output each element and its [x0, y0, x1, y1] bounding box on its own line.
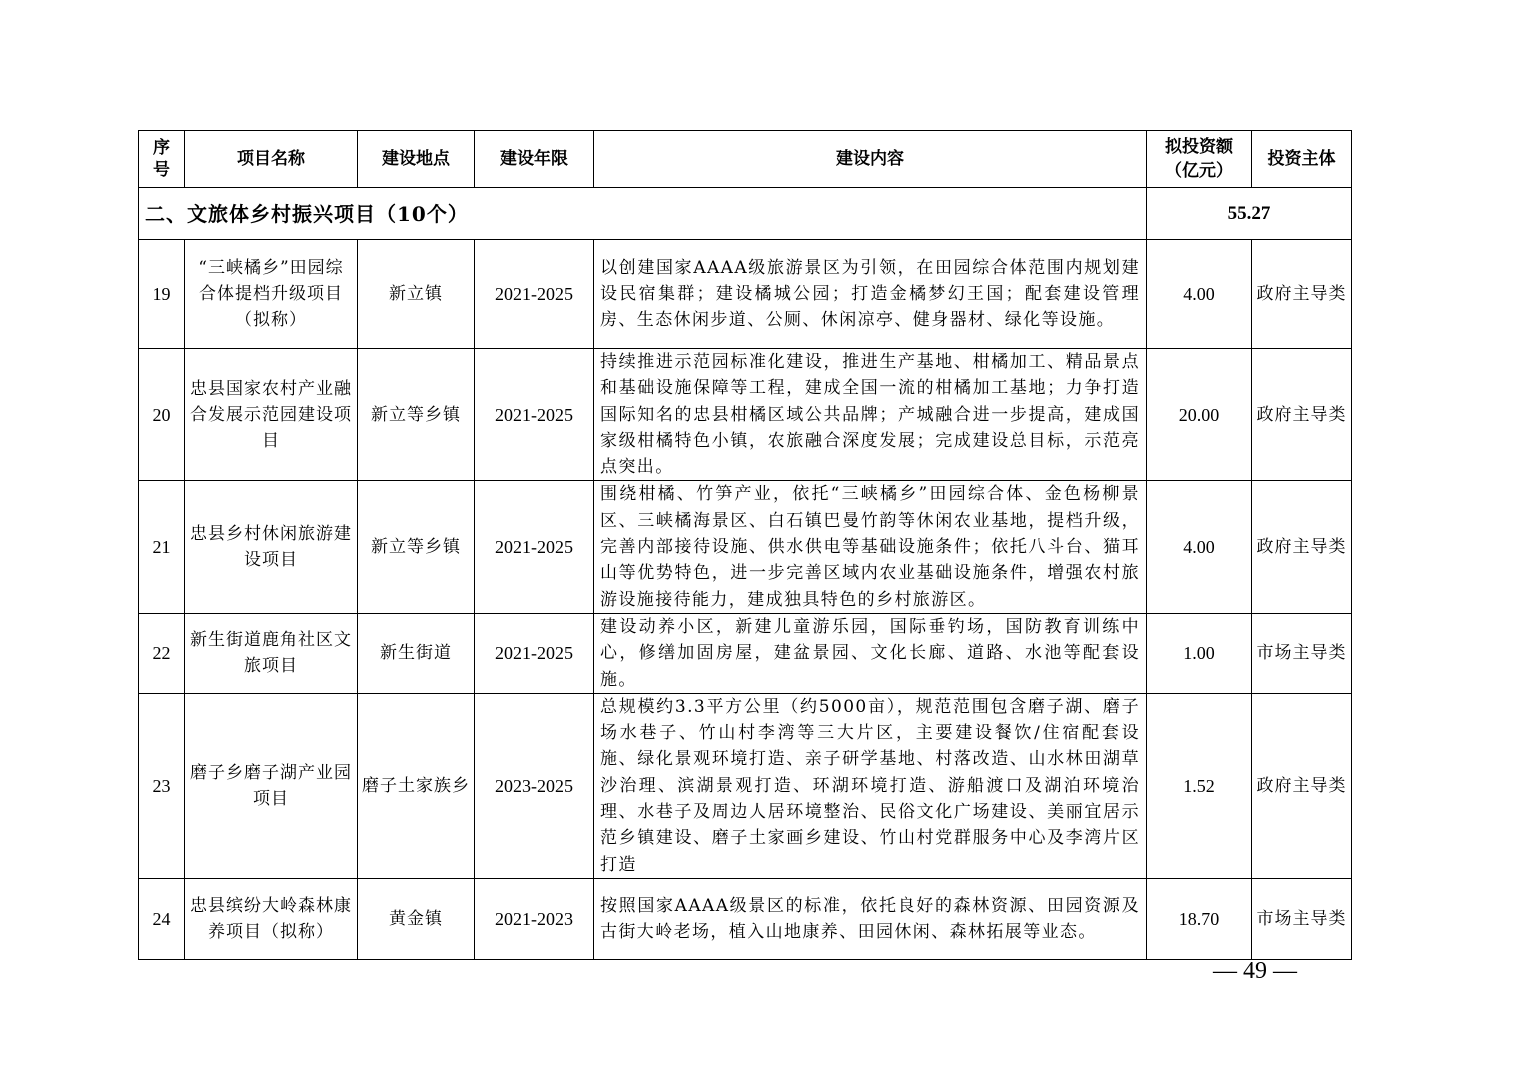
row-content: 持续推进示范园标准化建设，推进生产基地、柑橘加工、精品景点和基础设施保障等工程，建成全国一流的柑橘加工基地；力争打造国际知名的忠县柑橘区域公共品牌；产城融合进一步提高，建成国家级柑橘特色小镇，农旅融合深度发展；完成建设总目标，示范亮点突出。 [594, 349, 1147, 481]
table-row [139, 613, 1352, 693]
row-investment: 1.52 [1147, 693, 1252, 878]
section-title: 二、文旅体乡村振兴项目（10个） [139, 188, 1147, 240]
row-content: 以创建国家AAAA级旅游景区为引领，在田园综合体范围内规划建设民宿集群；建设橘城公园；打造金橘梦幻王国；配套建设管理房、生态休闲步道、公厕、休闲凉亭、健身器材、绿化等设施。 [594, 240, 1147, 349]
row-content: 建设动养小区，新建儿童游乐园，国际垂钓场，国防教育训练中心，修缮加固房屋，建盆景园、文化长廊、道路、水池等配套设施。 [594, 613, 1147, 693]
row-seq: 19 [139, 240, 185, 349]
row-location: 黄金镇 [358, 878, 475, 959]
row-location: 磨子土家族乡 [358, 693, 475, 878]
row-content: 围绕柑橘、竹笋产业，依托“三峡橘乡”田园综合体、金色杨柳景区、三峡橘海景区、白石镇巴曼竹韵等休闲农业基地，提档升级，完善内部接待设施、供水供电等基础设施条件；依托八斗台、猫耳山等优势特色，进一步完善区域内农业基础设施条件，增强农村旅游设施接待能力，建成独具特色的乡村旅游区。 [594, 481, 1147, 613]
row-investor: 政府主导类 [1252, 693, 1352, 878]
row-period: 2023-2025 [475, 693, 594, 878]
row-investor: 政府主导类 [1252, 481, 1352, 613]
row-content: 按照国家AAAA级景区的标准，依托良好的森林资源、田园资源及古街大岭老场，植入山地康养、田园休闲、森林拓展等业态。 [594, 878, 1147, 959]
row-name: 新生街道鹿角社区文旅项目 [185, 613, 358, 693]
table-row [139, 349, 1352, 481]
row-investor: 政府主导类 [1252, 349, 1352, 481]
row-seq: 20 [139, 349, 185, 481]
row-period: 2021-2025 [475, 349, 594, 481]
row-investor: 市场主导类 [1252, 613, 1352, 693]
page-number: — 49 — [1213, 958, 1297, 984]
project-table [138, 130, 1352, 960]
row-location: 新立等乡镇 [358, 481, 475, 613]
section-total: 55.27 [1147, 188, 1352, 240]
row-name: 忠县国家农村产业融合发展示范园建设项目 [185, 349, 358, 481]
header-period: 建设年限 [475, 131, 594, 188]
row-location: 新生街道 [358, 613, 475, 693]
row-period: 2021-2023 [475, 878, 594, 959]
row-investment: 4.00 [1147, 240, 1252, 349]
row-location: 新立等乡镇 [358, 349, 475, 481]
table-row [139, 240, 1352, 349]
header-row [139, 131, 1352, 188]
row-period: 2021-2025 [475, 240, 594, 349]
row-name: 忠县乡村休闲旅游建设项目 [185, 481, 358, 613]
row-investment: 20.00 [1147, 349, 1252, 481]
header-investment: 拟投资额 （亿元） [1147, 131, 1252, 188]
row-investment: 18.70 [1147, 878, 1252, 959]
table-row [139, 481, 1352, 613]
section-row [139, 188, 1352, 240]
header-name: 项目名称 [185, 131, 358, 188]
row-seq: 22 [139, 613, 185, 693]
row-name: 磨子乡磨子湖产业园项目 [185, 693, 358, 878]
row-period: 2021-2025 [475, 613, 594, 693]
header-location: 建设地点 [358, 131, 475, 188]
row-seq: 24 [139, 878, 185, 959]
row-period: 2021-2025 [475, 481, 594, 613]
header-seq: 序 号 [139, 131, 185, 188]
row-investment: 1.00 [1147, 613, 1252, 693]
row-seq: 21 [139, 481, 185, 613]
row-investor: 政府主导类 [1252, 240, 1352, 349]
row-location: 新立镇 [358, 240, 475, 349]
row-seq: 23 [139, 693, 185, 878]
table-row [139, 693, 1352, 878]
table-row [139, 878, 1352, 959]
row-content: 总规模约3.3平方公里（约5000亩），规范范围包含磨子湖、磨子场水巷子、竹山村李湾等三大片区，主要建设餐饮/住宿配套设施、绿化景观环境打造、亲子研学基地、村落改造、山水林田湖草沙治理、滨湖景观打造、环湖环境打造、游船渡口及湖泊环境治理、水巷子及周边人居环境整治、民俗文化广场建设、美丽宜居示范乡镇建设、磨子土家画乡建设、竹山村党群服务中心及李湾片区打造 [594, 693, 1147, 878]
row-investment: 4.00 [1147, 481, 1252, 613]
header-investor: 投资主体 [1252, 131, 1352, 188]
header-content: 建设内容 [594, 131, 1147, 188]
row-investor: 市场主导类 [1252, 878, 1352, 959]
row-name: “三峡橘乡”田园综合体提档升级项目（拟称） [185, 240, 358, 349]
row-name: 忠县缤纷大岭森林康养项目（拟称） [185, 878, 358, 959]
